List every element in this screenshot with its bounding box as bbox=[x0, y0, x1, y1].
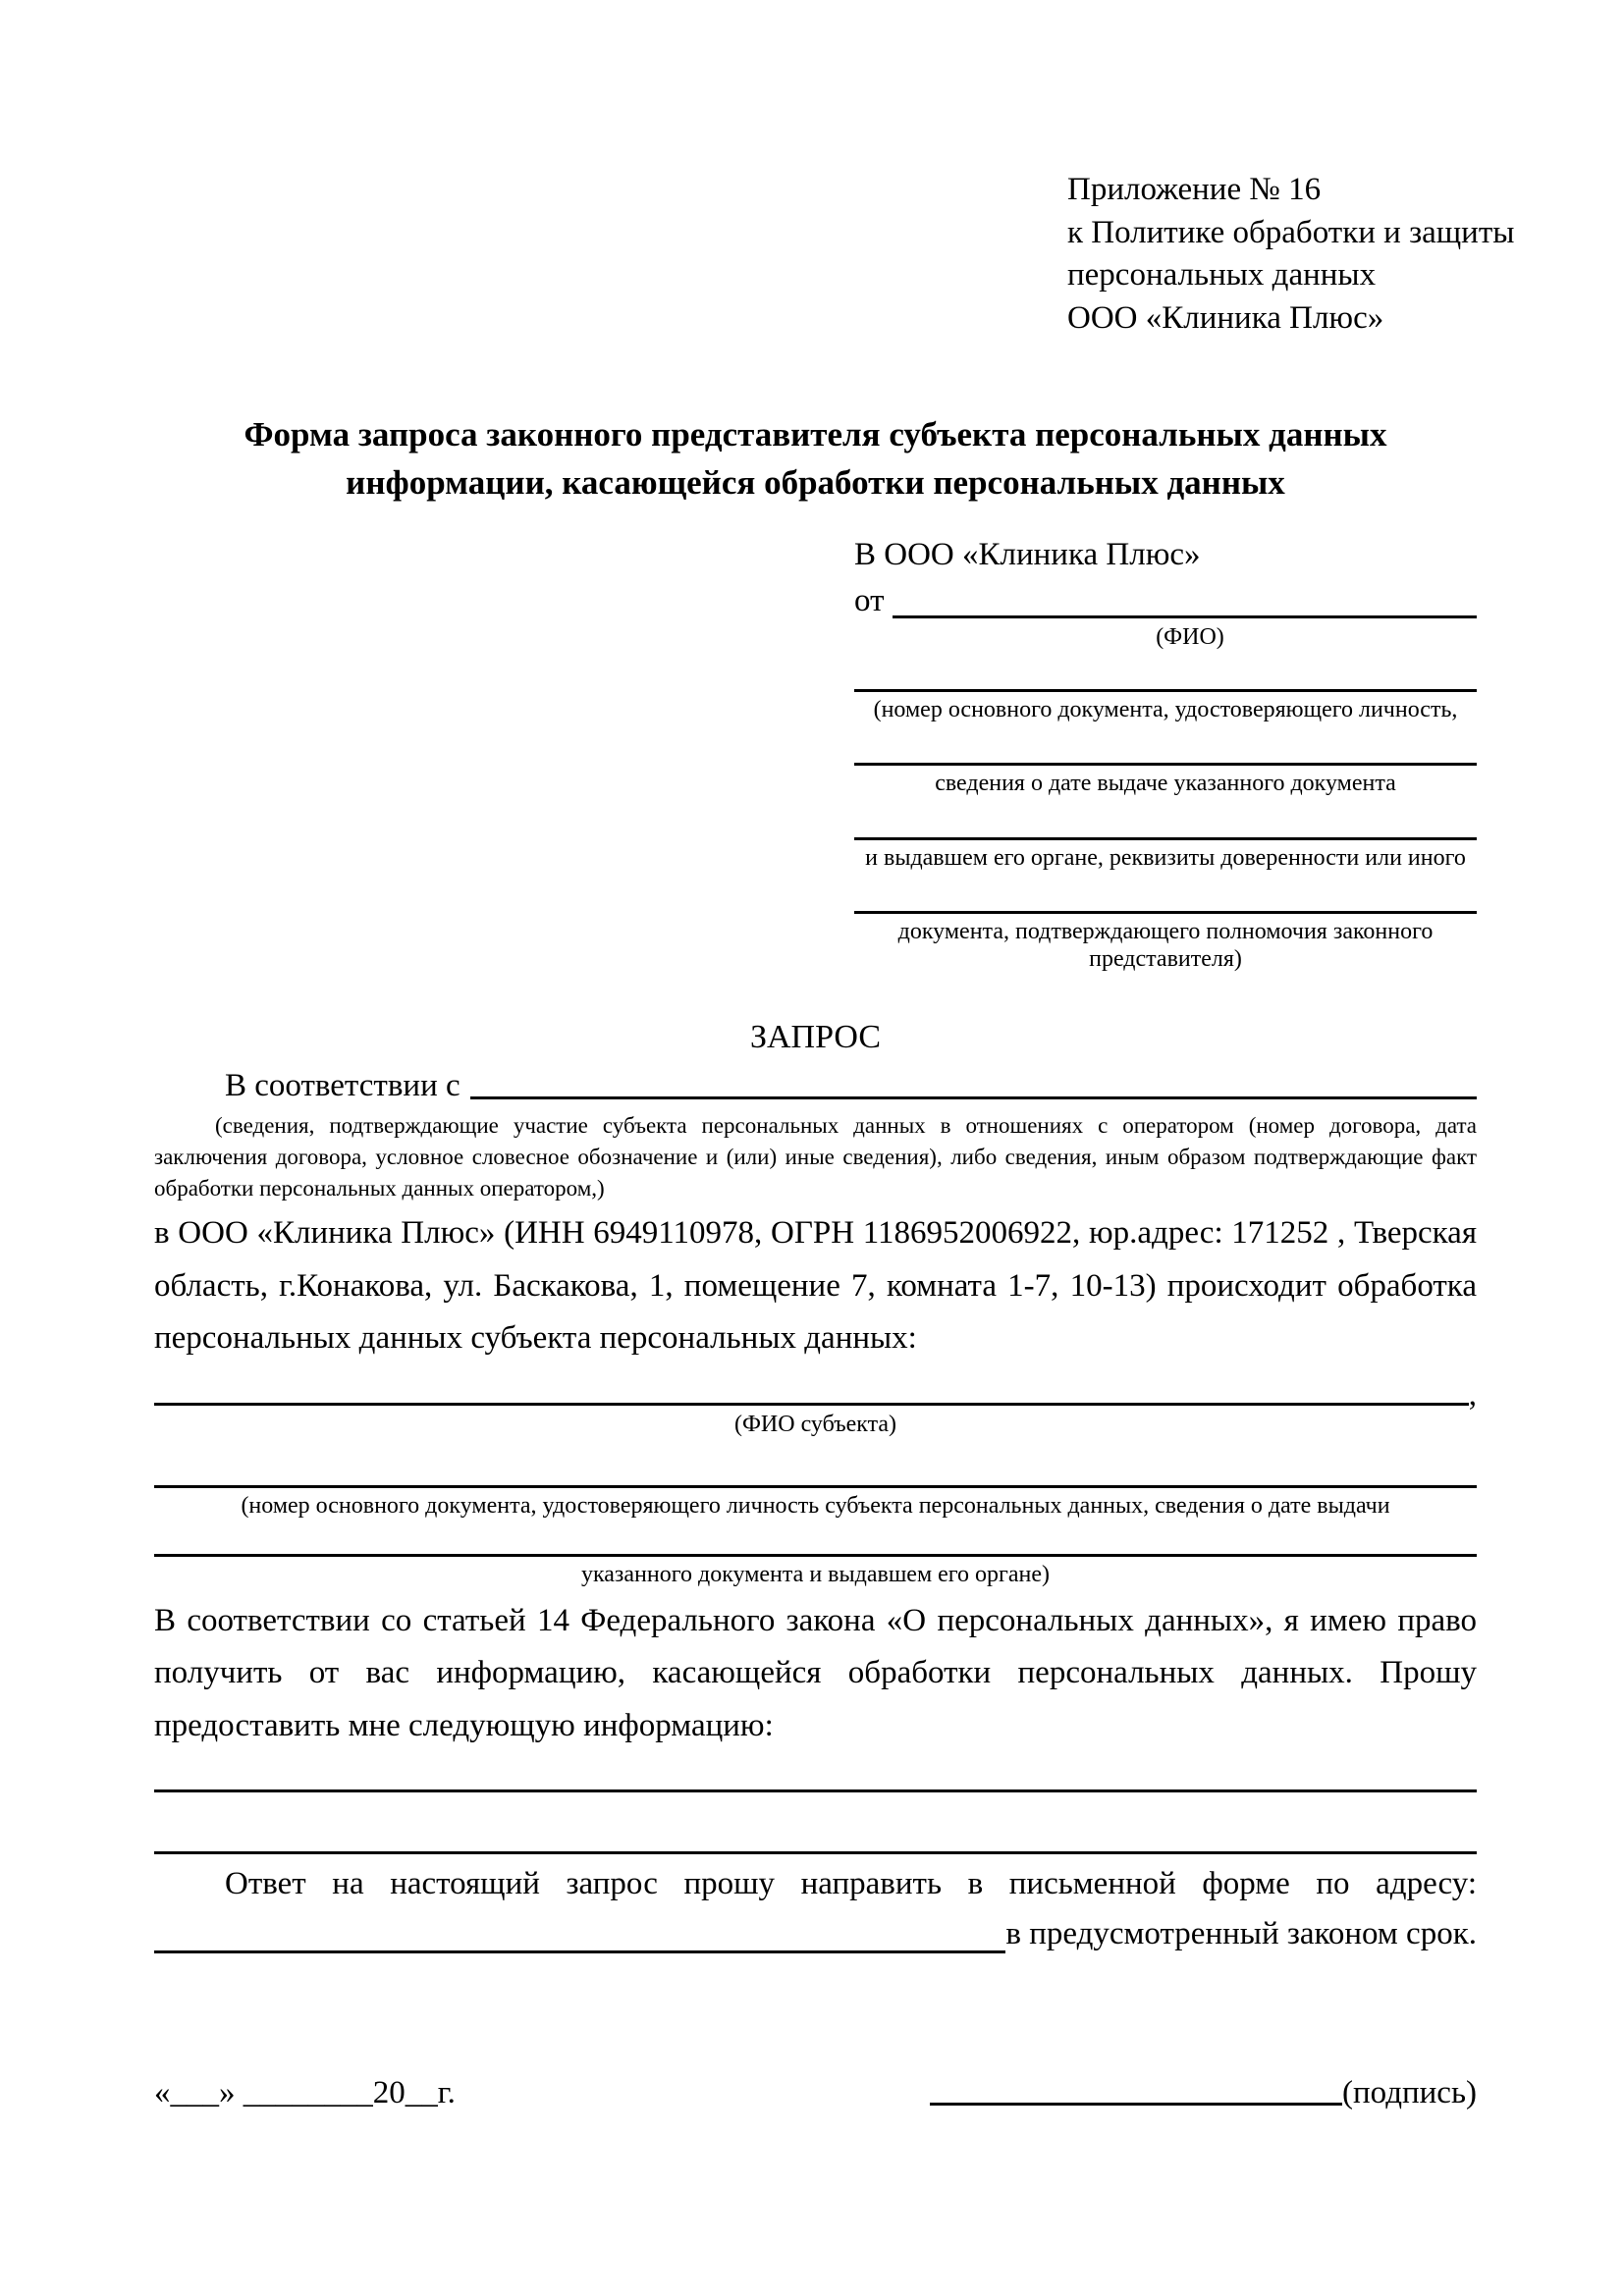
intro-row bbox=[154, 1068, 1477, 1104]
reply-suffix: в предусмотренный законом срок. bbox=[1005, 1916, 1477, 1952]
subject-fio-row bbox=[154, 1376, 1477, 1413]
footer-row bbox=[154, 2075, 1477, 2111]
requested-info-blank-line bbox=[154, 1752, 1477, 1792]
representative-doc-caption: документа, подтверждающего полномочия законного представителя) bbox=[897, 919, 1434, 972]
representative-doc-caption: (номер основного документа, удостоверяющего личность, bbox=[873, 696, 1458, 722]
appendix-line: персональных данных bbox=[1067, 257, 1377, 294]
representative-doc-blank-line bbox=[854, 652, 1477, 692]
subject-doc-blank-line bbox=[154, 1438, 1477, 1488]
appendix-block bbox=[1067, 169, 1515, 340]
representative-doc-blank-line bbox=[854, 798, 1477, 840]
request-heading: ЗАПРОС bbox=[749, 1019, 882, 1056]
reply-sentence: Ответ на настоящий запрос прошу направить в письменной форме по адресу: bbox=[225, 1865, 1477, 1901]
subject-doc-blank-line bbox=[154, 1521, 1477, 1557]
subject-fio-blank-line bbox=[154, 1403, 1469, 1406]
signature-blank-line bbox=[930, 2103, 1342, 2106]
appendix-line: Приложение № 16 bbox=[1067, 172, 1322, 207]
operator-paragraph: в ООО «Клиника Плюс» (ИНН 6949110978, ОГРН 1186952006922, юр.адрес: 171252 , Тверская область, г.Конакова, ул. Баскакова, 1, помещение 7, комната 1-7, 10-13) происходит обработка персональных данных субъекта персональных данных: bbox=[154, 1215, 1477, 1357]
subject-fio-caption: (ФИО субъекта) bbox=[733, 1411, 897, 1437]
from-label: от bbox=[854, 583, 885, 619]
intro-caption: (сведения, подтверждающие участие субъекта персональных данных в отношениях с оператором (номер договора, дата заключения договора, условное словесное обозначение и (или) иные сведения), либо сведения, иным образом подтверждающие факт обработки персональных данных оператором,) bbox=[154, 1113, 1477, 1201]
document-title bbox=[154, 410, 1477, 507]
appendix-line: ООО «Клиника Плюс» bbox=[1067, 299, 1384, 336]
signature-group bbox=[930, 2075, 1477, 2111]
subject-doc-caption: (номер основного документа, удостоверяющего личность субъекта персональных данных, сведения о дате выдачи bbox=[241, 1493, 1390, 1520]
reply-address-row bbox=[154, 1909, 1477, 1959]
subject-doc-caption: указанного документа и выдавшем его органе) bbox=[580, 1562, 1051, 1588]
intro-label: В соответствии с bbox=[225, 1068, 460, 1104]
requested-info-blank-line bbox=[154, 1797, 1477, 1854]
relation-details-blank-line bbox=[470, 1096, 1477, 1099]
representative-doc-blank-line bbox=[854, 723, 1477, 766]
reply-address-blank-line bbox=[154, 1950, 1005, 1953]
representative-doc-caption: сведения о дате выдаче указанного документа bbox=[935, 771, 1396, 797]
subject-fio-comma: , bbox=[1468, 1376, 1477, 1413]
addressee-block bbox=[854, 532, 1477, 973]
rights-paragraph: В соответствии со статьей 14 Федерального закона «О персональных данных», я имею право получить от вас информацию, касающейся обработки персональных данных. Прошу предоставить мне следующую информацию: bbox=[154, 1602, 1477, 1743]
from-row bbox=[854, 578, 1477, 624]
document-title-line: Форма запроса законного представителя субъекта персональных данных bbox=[244, 415, 1387, 454]
representative-fio-blank-line bbox=[893, 615, 1478, 618]
appendix-line: к Политике обработки и защиты bbox=[1067, 214, 1515, 250]
document-title-line: информации, касающейся обработки персональных данных bbox=[346, 463, 1285, 503]
signature-caption: (подпись) bbox=[1342, 2075, 1477, 2111]
representative-doc-caption: и выдавшем его органе, реквизиты доверенности или иного bbox=[865, 844, 1466, 871]
date-blank: «___» ________20__г. bbox=[154, 2075, 456, 2111]
addressee-organization: В ООО «Клиника Плюс» bbox=[854, 537, 1201, 573]
fio-caption: (ФИО) bbox=[1156, 623, 1224, 650]
representative-doc-blank-line bbox=[854, 872, 1477, 914]
